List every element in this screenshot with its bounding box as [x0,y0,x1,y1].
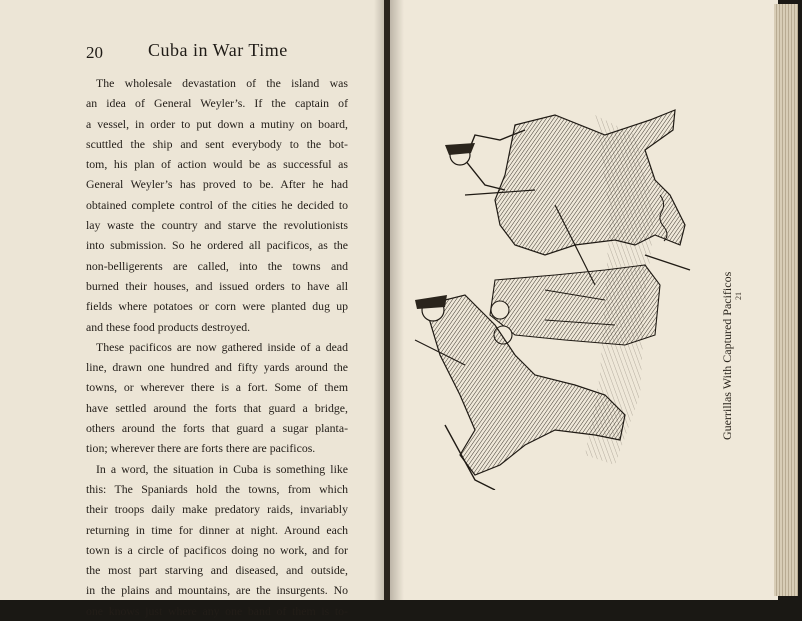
text-line: and these food products destroyed. [86,319,251,334]
text-line: These pacificos are now gathered inside of a dead [96,339,348,354]
text-line: into submission. So he ordered all pacificos, as the [86,238,348,253]
text-line: line, drawn one hundred and fifty yards around the [86,360,348,375]
text-line: have settled around the forts that guard a bridge, [86,400,348,415]
text-line: The wholesale devastation of the island was [96,76,348,90]
paragraph-1 [86,73,348,337]
text-line: obtained complete control of the cities he decided to [86,197,348,212]
paragraph-3 [86,459,348,621]
plate-caption: Guerrillas With Captured Pacificos [720,271,734,440]
running-title: Cuba in War Time [148,40,288,60]
text-line: tion; wherever there are forts there are pacificos. [86,441,316,456]
plate-number: 21 [734,292,743,300]
plate-caption-block [690,150,750,450]
text-line: General Weyler’s has proved to be. After he had [86,177,348,192]
text-line: fields where potatoes or corn were planted dug up [86,299,348,314]
horse-upper-figure [445,110,690,285]
text-line: towns, or wherever there is a fort. Some of them [86,380,348,395]
text-line: a vessel, in order to put down a mutiny on board, [86,116,348,131]
text-line: one knows just where any one band of them is to- [86,603,348,618]
page-edges [774,4,798,596]
text-line: scuttled the ship and sent everybody to the bot- [86,136,348,151]
body-text [86,73,348,621]
captives-group-figure [490,265,660,345]
paragraph-2 [86,337,348,459]
text-line: their troops daily make predatory raids, invariably [86,502,348,517]
text-line: burned their houses, and issued orders to have all [86,278,348,293]
text-line: returning in time for dinner at night. Around each [86,522,348,537]
text-line: the most part starving and diseased, and outside, [86,563,348,578]
text-line: In a word, the situation in Cuba is something like [96,461,348,476]
text-line: in the plains and mountains, are the insurgents. No [86,583,348,598]
left-page [0,0,388,618]
text-line: this: The Spaniards hold the towns, from which [86,481,348,496]
text-line: others around the forts that guard a sugar planta- [86,421,348,436]
page-header [86,40,356,64]
text-line: lay waste the country and starve the revolutionists [86,218,348,233]
engraving-illustration [405,95,705,490]
text-line: an idea of General Weyler’s. If the captain of [86,96,348,111]
text-line: town is a circle of pacificos doing no work, and for [86,542,348,557]
text-line: tom, his plan of action would be as successful as [86,157,348,172]
page-number: 20 [86,43,103,62]
text-line: non-belligerents are called, into the towns and [86,258,348,273]
